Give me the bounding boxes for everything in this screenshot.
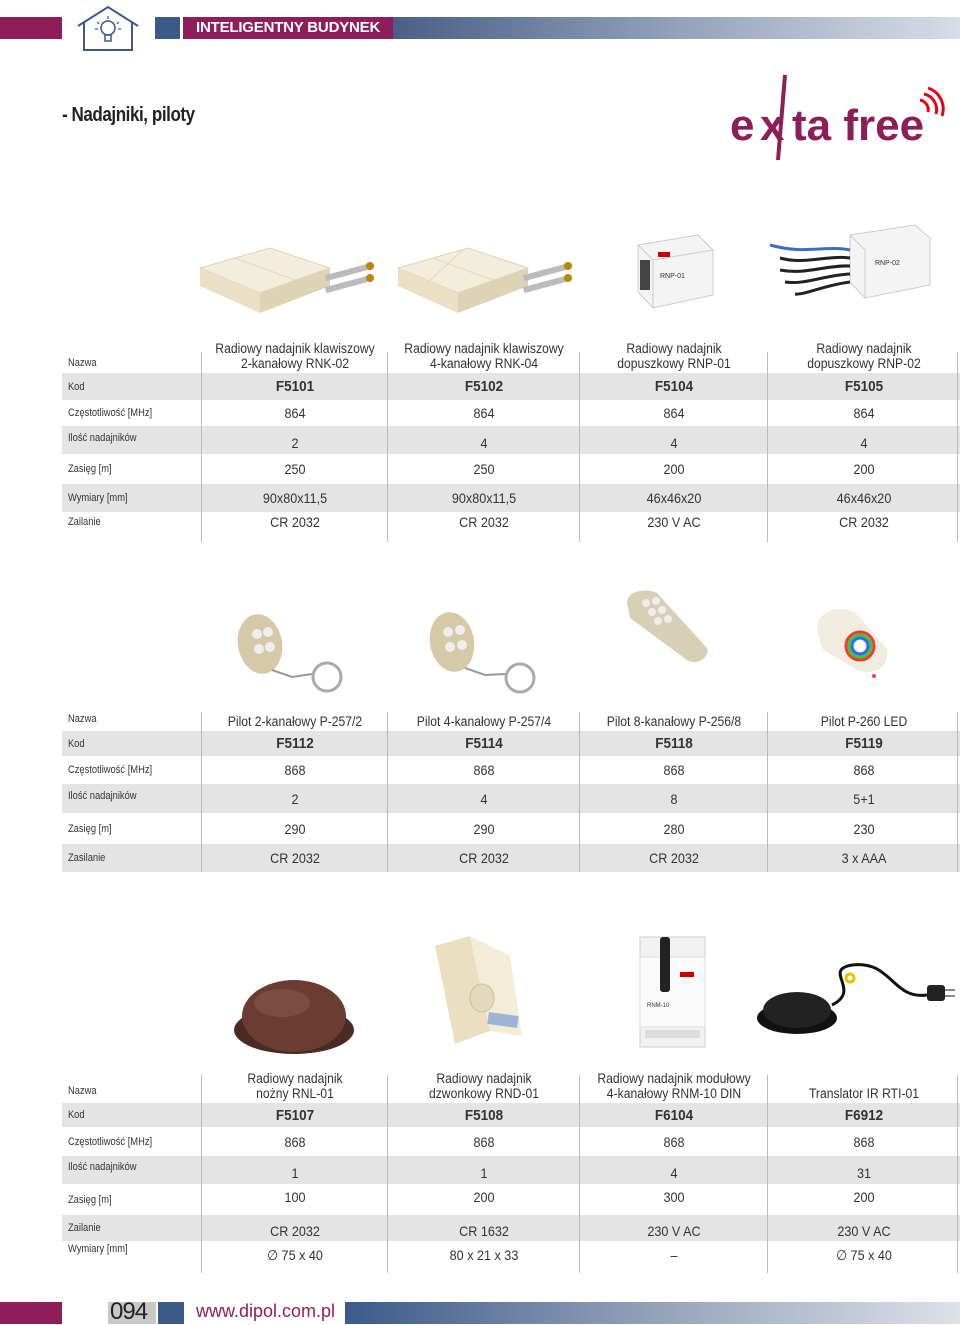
exta-free-logo	[730, 70, 945, 165]
cell-value: 1	[291, 1165, 299, 1181]
product-name: Pilot 8-kanałowy P-256/8	[606, 714, 742, 729]
column-divider	[387, 1075, 388, 1273]
product-code: F5118	[655, 735, 693, 752]
cell-value: 250	[473, 461, 495, 477]
column-divider	[579, 712, 580, 872]
cell-value: ∅ 75 x 40	[836, 1246, 892, 1263]
product-code: F5101	[275, 378, 315, 395]
p257-2-image	[232, 612, 352, 694]
footer-gradient-bar	[345, 1302, 960, 1324]
rnl01-image	[232, 978, 357, 1056]
rti01-image	[752, 960, 957, 1040]
cell-value: 4	[860, 435, 868, 451]
row-label: Częstotliwość [MHz]	[67, 764, 153, 776]
table-row	[62, 705, 960, 731]
column-divider	[387, 712, 388, 872]
table-1	[62, 340, 960, 540]
row-label: Ilość nadajników	[67, 432, 137, 444]
cell-value: 290	[473, 820, 495, 837]
cell-value: 230 V AC	[647, 1223, 701, 1239]
cell-value: 1	[480, 1165, 488, 1181]
row-label: Wymiary [mm]	[67, 492, 128, 504]
cell-value: 280	[663, 820, 685, 837]
table-2	[62, 705, 960, 872]
cell-value: 90x80x11,5	[262, 490, 328, 506]
table-row	[62, 1156, 960, 1184]
product-name: Radiowy nadajnik klawiszowy 4-kanałowy RNK-04	[404, 341, 564, 371]
cell-value: 864	[663, 405, 685, 421]
product-name: Radiowy nadajnik klawiszowy 2-kanałowy RNK-02	[215, 341, 375, 371]
table-row	[62, 1241, 960, 1269]
product-name: Radiowy nadajnik dopuszkowy RNP-01	[617, 341, 731, 371]
product-code: F5102	[464, 378, 504, 395]
row-label: Zasięg [m]	[67, 822, 112, 835]
cell-value: 8	[670, 790, 678, 807]
cell-value: 4	[480, 435, 488, 451]
rnp02-image	[765, 220, 935, 305]
cell-value: 868	[663, 762, 685, 778]
cell-value: 864	[473, 405, 495, 421]
column-divider	[201, 352, 202, 542]
table-row	[62, 484, 960, 512]
svg-text:e: e	[730, 101, 755, 150]
column-divider	[767, 352, 768, 542]
row-label: Nazwa	[67, 713, 97, 725]
product-code: F6912	[844, 1106, 884, 1124]
product-code: F5112	[276, 735, 314, 752]
table-row	[62, 1184, 960, 1215]
product-name: Radiowy nadajnik modułowy 4-kanałowy RNM-10 DIN	[597, 1071, 751, 1101]
product-name: Pilot P-260 LED	[820, 714, 908, 729]
column-divider	[957, 352, 958, 542]
cell-value: CR 2032	[459, 514, 509, 530]
table-row	[62, 813, 960, 844]
cell-value: 3 x AAA	[841, 850, 887, 866]
column-divider	[957, 712, 958, 872]
cell-value: ∅ 75 x 40	[267, 1246, 323, 1263]
table-row	[62, 1068, 960, 1103]
column-divider	[579, 352, 580, 542]
header-gradient-bar	[393, 17, 960, 39]
rnk04-image	[393, 238, 578, 318]
product-name: Radiowy nadajnik dopuszkowy RNP-02	[807, 341, 921, 371]
product-code: F6104	[654, 1106, 694, 1124]
column-divider	[767, 1075, 768, 1273]
table-row	[62, 1103, 960, 1127]
table-row	[62, 784, 960, 813]
row-label: Zasilanie	[67, 852, 106, 864]
cell-value: 5+1	[853, 790, 875, 807]
cell-value: 868	[473, 762, 495, 778]
p260-led-image	[812, 604, 892, 682]
cell-value: CR 2032	[459, 850, 509, 866]
product-code: F5105	[844, 378, 884, 395]
table-row	[62, 373, 960, 400]
table-row	[62, 426, 960, 454]
cell-value: 80 x 21 x 33	[449, 1247, 519, 1263]
p257-4-image	[420, 612, 540, 694]
cell-value: CR 2032	[649, 850, 699, 866]
cell-value: 230 V AC	[647, 514, 701, 530]
product-name: Radiowy nadajnik dzwonkowy RND-01	[428, 1071, 540, 1101]
smart-house-icon	[72, 4, 144, 52]
cell-value: 864	[853, 405, 875, 421]
cell-value: 250	[284, 461, 306, 477]
column-divider	[957, 1075, 958, 1273]
table-row	[62, 340, 960, 373]
row-label: Ilość nadajników	[67, 1161, 137, 1173]
cell-value: 868	[284, 1133, 306, 1150]
cell-value: 864	[284, 405, 306, 421]
cell-value: 4	[480, 790, 488, 807]
column-divider	[579, 1075, 580, 1273]
cell-value: CR 1632	[459, 1223, 509, 1239]
svg-text:RNM-10: RNM-10	[647, 1003, 670, 1009]
product-code: F5114	[465, 735, 503, 752]
row-label: Kod	[67, 380, 85, 393]
cell-value: 290	[284, 820, 306, 837]
product-name: Pilot 2-kanałowy P-257/2	[227, 714, 363, 729]
cell-value: 100	[284, 1188, 306, 1205]
section-title: - Nadajniki, piloty	[62, 104, 195, 126]
column-divider	[201, 712, 202, 872]
product-name: Pilot 4-kanałowy P-257/4	[416, 714, 552, 729]
row-label: Kod	[67, 737, 85, 750]
row-label: Częstotliwość [MHz]	[67, 407, 153, 419]
row-label: Wymiary [mm]	[67, 1243, 128, 1255]
header-accent-bar	[0, 17, 62, 39]
footer-blue-block	[158, 1302, 184, 1324]
table-row	[62, 844, 960, 872]
cell-value: CR 2032	[270, 514, 320, 530]
table-row	[62, 400, 960, 426]
cell-value: –	[670, 1247, 678, 1263]
cell-value: 200	[853, 1188, 875, 1205]
cell-value: 2	[291, 790, 299, 807]
cell-value: 200	[473, 1188, 495, 1205]
header-blue-block	[155, 17, 180, 39]
table-row	[62, 1127, 960, 1156]
cell-value: 200	[853, 461, 875, 477]
cell-value: 200	[663, 461, 685, 477]
row-label: Kod	[67, 1109, 85, 1121]
cell-value: CR 2032	[270, 1223, 320, 1239]
rnm10-image	[635, 932, 710, 1052]
table-row	[62, 1215, 960, 1241]
cell-value: 4	[670, 1165, 678, 1181]
cell-value: 868	[284, 762, 306, 778]
cell-value: 868	[853, 762, 875, 778]
p256-8-image	[622, 588, 710, 668]
row-label: Zasięg [m]	[67, 1193, 112, 1206]
cell-value: 868	[663, 1133, 685, 1150]
header-title: INTELIGENTNY BUDYNEK	[196, 19, 381, 36]
product-code: F5107	[275, 1106, 315, 1124]
product-name: Radiowy nadajnik nożny RNL-01	[247, 1071, 343, 1101]
table-row	[62, 512, 960, 540]
rnd01-image	[430, 936, 525, 1048]
footer-url-link[interactable]: www.dipol.com.pl	[196, 1301, 336, 1321]
cell-value: 90x80x11,5	[451, 490, 517, 506]
cell-value: 2	[291, 435, 299, 451]
row-label: Zasięg [m]	[67, 463, 112, 475]
cell-value: 868	[473, 1133, 495, 1150]
product-code: F5119	[845, 735, 883, 752]
cell-value: 868	[853, 1133, 875, 1150]
cell-value: 46x46x20	[836, 490, 892, 506]
svg-text:RNP-01: RNP-01	[660, 273, 685, 280]
column-divider	[387, 352, 388, 542]
column-divider	[201, 1075, 202, 1273]
rnk02-image	[195, 238, 380, 318]
table-row	[62, 731, 960, 756]
page-number: 094	[110, 1298, 148, 1325]
cell-value: 4	[670, 435, 678, 451]
cell-value: CR 2032	[839, 514, 889, 530]
table-3	[62, 1068, 960, 1269]
cell-value: 300	[663, 1188, 685, 1205]
svg-text:ta free: ta free	[792, 101, 925, 150]
footer-accent-bar	[0, 1302, 62, 1324]
table-row	[62, 454, 960, 484]
table-row	[62, 756, 960, 784]
svg-text:x: x	[760, 101, 785, 150]
row-label: Nazwa	[67, 357, 97, 369]
cell-value: CR 2032	[270, 850, 320, 866]
row-label: Częstotliwość [MHz]	[67, 1135, 153, 1148]
svg-text:RNP-02: RNP-02	[875, 260, 900, 267]
product-code: F5108	[464, 1106, 504, 1124]
row-label: Zailanie	[67, 1222, 101, 1234]
row-label: Nazwa	[67, 1085, 97, 1097]
product-code: F5104	[654, 378, 694, 395]
product-name: Translator IR RTI-01	[808, 1086, 920, 1101]
row-label: Zailanie	[67, 516, 101, 528]
cell-value: 230	[853, 820, 875, 837]
cell-value: 230 V AC	[837, 1223, 891, 1239]
row-label: Ilość nadajników	[67, 790, 137, 802]
column-divider	[767, 712, 768, 872]
rnp01-image	[628, 230, 718, 310]
cell-value: 31	[856, 1165, 872, 1181]
cell-value: 46x46x20	[646, 490, 702, 506]
